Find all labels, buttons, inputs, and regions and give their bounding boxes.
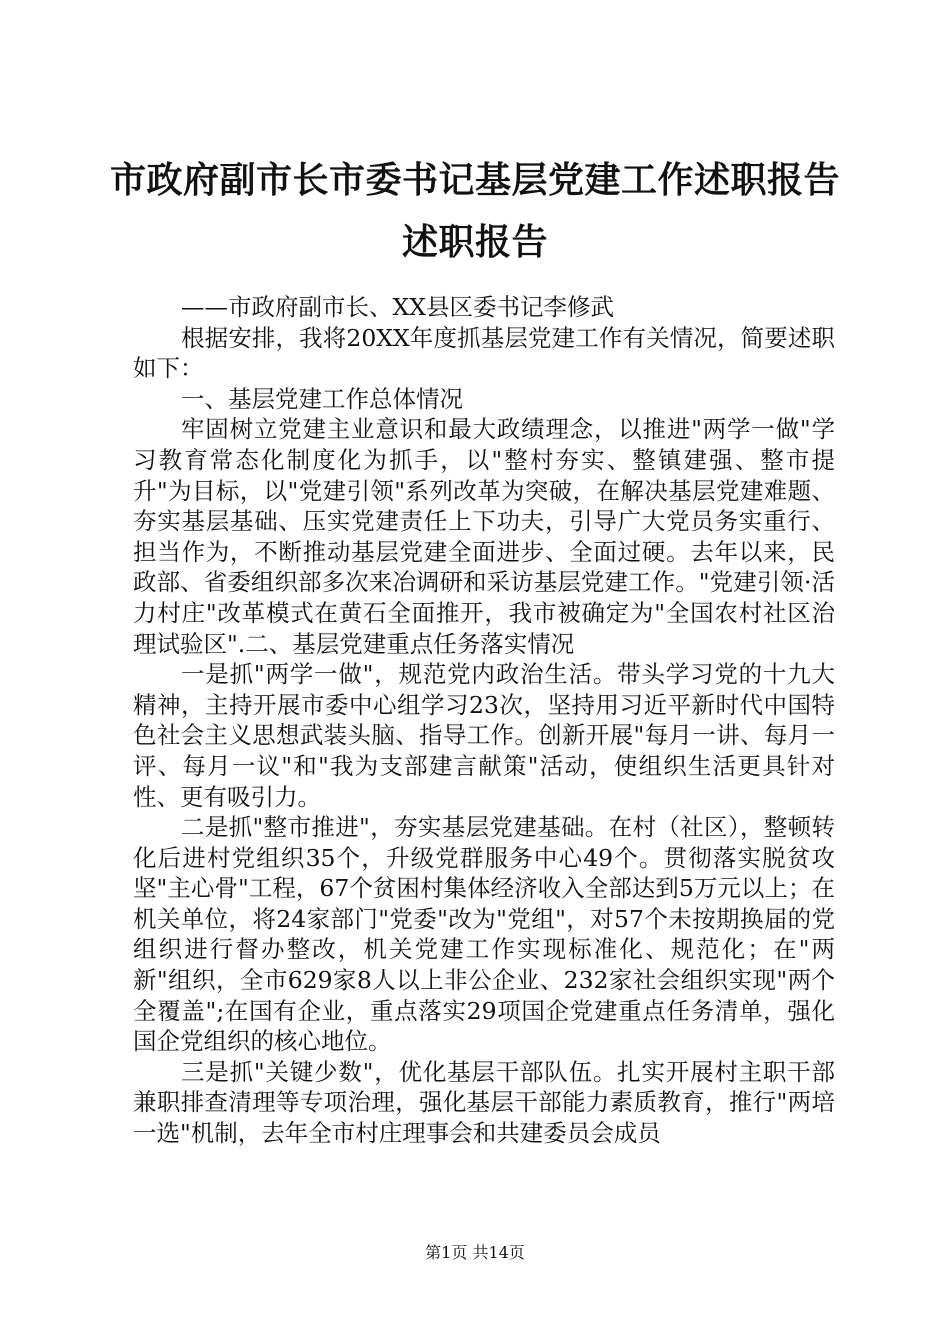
document-body [133,292,835,1149]
page-number: 第1页 共14页 [425,1243,525,1262]
section-heading: 一、基层党建工作总体情况 [181,384,463,413]
paragraph-intro: 根据安排，我将20XX年度抓基层党建工作有关情况，简要述职如下： [133,323,835,383]
paragraph: 一是抓"两学一做"，规范党内政治生活。带头学习党的十九大精神，主持开展市委中心组学习23次，坚持用习近平新时代中国特色社会主义思想武装头脑、指导工作。创新开展"每月一讲、每月一评、每月一议"和"我为支部建言献策"活动，使组织生活更具针对性、更有吸引力。 [133,660,835,811]
paragraph: 二是抓"整市推进"，夯实基层党建基础。在村（社区），整顿转化后进村党组织35个，升级党群服务中心49个。贯彻落实脱贫攻坚"主心骨"工程，67个贫困村集体经济收入全部达到5万元以上；在机关单位，将24家部门"党委"改为"党组"，对57个未按期换届的党组织进行督办整改，机关党建工作实现标准化、规范化；在"两新"组织，全市629家8人以上非公企业、232家社会组织实现"两个全覆盖";在国有企业，重点落实29项国企党建重点任务清单，强化国企党组织的核心地位。 [133,813,835,1056]
author-line: ——市政府副市长、XX县区委书记李修武 [181,293,614,321]
paragraph: 牢固树立党建主业意识和最大政绩理念，以推进"两学一做"学习教育常态化制度化为抓手，以"整村夯实、整镇建强、整市提升"为目标，以"党建引领"系列改革为突破，在解决基层党建难题、夯实基层基础、压实党建责任上下功夫，引导广大党员务实重行、担当作为，不断推动基层党建全面进步、全面过硬。去年以来，民政部、省委组织部多次来冶调研和采访基层党建工作。"党建引领·活力村庄"改革模式在黄石全面推开，我市被确定为"全国农村社区治理试验区".二、基层党建重点任务落实情况 [133,415,835,658]
document-subtitle: 述职报告 [401,221,548,263]
document-title: 市政府副市长市委书记基层党建工作述职报告 [109,159,840,201]
paragraph: 三是抓"关键少数"，优化基层干部队伍。扎实开展村主职干部兼职排查清理等专项治理，强化基层干部能力素质教育，推行"两培一选"机制，去年全市村庄理事会和共建委员会成员 [133,1057,835,1148]
